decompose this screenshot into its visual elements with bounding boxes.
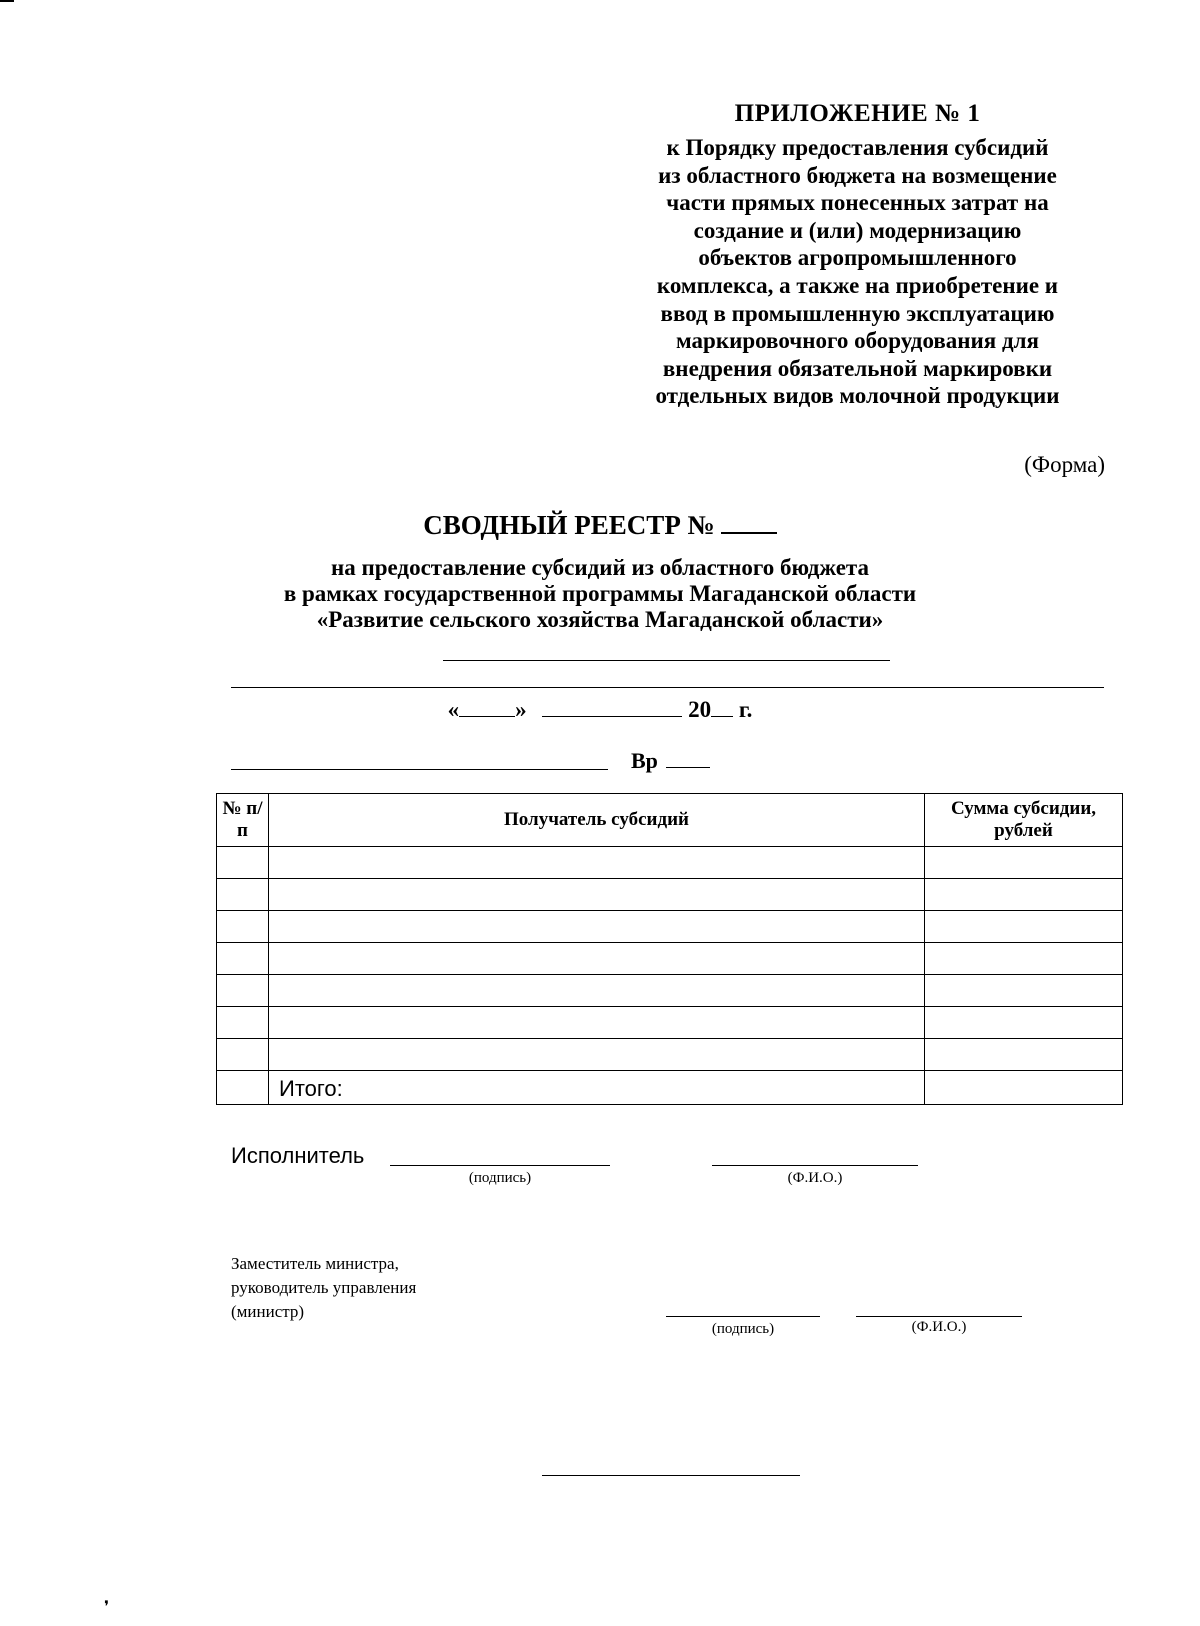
appendix-line: ввод в промышленную эксплуатацию xyxy=(660,300,1055,326)
cell-amount[interactable] xyxy=(925,1007,1123,1039)
appendix-line: к Порядку предоставления субсидий xyxy=(666,135,1049,160)
deputy-signature-caption: (подпись) xyxy=(711,1321,775,1337)
cell-amount[interactable] xyxy=(925,1039,1123,1071)
appendix-line: маркировочного оборудования для xyxy=(676,328,1039,354)
date-month-blank[interactable] xyxy=(542,696,682,717)
deputy-line: руководитель управления xyxy=(231,1278,417,1297)
total-label: Итого: xyxy=(269,1071,925,1105)
cell-recipient[interactable] xyxy=(269,943,925,975)
subtitle-line: на предоставление субсидий из областного бюджета xyxy=(330,555,870,580)
blank-line-left[interactable] xyxy=(231,769,608,770)
cell-amount[interactable] xyxy=(925,975,1123,1007)
appendix-line: части прямых понесенных затрат на xyxy=(666,190,1049,216)
deputy-line: (министр) xyxy=(231,1302,305,1321)
table-row xyxy=(217,943,1123,975)
appendix-line: отдельных видов молочной продукции xyxy=(655,383,1060,409)
cell-number[interactable] xyxy=(217,879,269,911)
vr-field xyxy=(631,748,710,774)
blank-line-short[interactable] xyxy=(443,660,890,661)
executor-signature-line[interactable] xyxy=(390,1165,610,1166)
table-row xyxy=(217,847,1123,879)
appendix-line: создание и (или) модернизацию xyxy=(693,217,1022,243)
cell-recipient[interactable] xyxy=(269,879,925,911)
cell-number[interactable] xyxy=(217,847,269,879)
appendix-header xyxy=(610,100,1105,410)
header-recipient: Получатель субсидий xyxy=(269,794,925,847)
total-amount-cell[interactable] xyxy=(925,1071,1123,1105)
scan-corner-mark xyxy=(0,0,14,2)
executor-label: Исполнитель xyxy=(231,1143,365,1168)
table-total-row xyxy=(217,1071,1123,1105)
vr-label: Вр xyxy=(631,748,658,773)
date-open-quote: « xyxy=(447,697,460,722)
table-row xyxy=(217,975,1123,1007)
blank-line-long[interactable] xyxy=(231,687,1104,688)
cell-amount[interactable] xyxy=(925,879,1123,911)
executor-name-line[interactable] xyxy=(712,1165,918,1166)
cell-number[interactable] xyxy=(217,1039,269,1071)
register-number-blank[interactable] xyxy=(721,510,777,534)
cell-number[interactable] xyxy=(217,1007,269,1039)
appendix-line: из областного бюджета на возмещение xyxy=(658,162,1057,188)
deputy-label xyxy=(231,1252,416,1324)
deputy-name-caption: (Ф.И.О.) xyxy=(911,1319,967,1335)
appendix-line: объектов агропромышленного xyxy=(698,245,1017,271)
deputy-line: Заместитель министра, xyxy=(231,1254,399,1273)
cell-number[interactable] xyxy=(217,943,269,975)
deputy-signature-line[interactable] xyxy=(666,1316,820,1317)
form-label: (Форма) xyxy=(1024,452,1105,477)
table-row xyxy=(217,1039,1123,1071)
executor-name-caption: (Ф.И.О.) xyxy=(787,1170,843,1186)
executor-signature-caption: (подпись) xyxy=(468,1170,532,1186)
cell-recipient[interactable] xyxy=(269,1039,925,1071)
deputy-name-line[interactable] xyxy=(856,1316,1022,1317)
header-number: № п/п xyxy=(217,794,269,847)
register-title xyxy=(0,510,1200,541)
cell-number[interactable] xyxy=(217,911,269,943)
date-line xyxy=(0,696,1200,723)
table-row xyxy=(217,1007,1123,1039)
register-title-text: СВОДНЫЙ РЕЕСТР № xyxy=(423,510,715,540)
date-year-prefix: 20 xyxy=(688,697,712,722)
appendix-line: внедрения обязательной маркировки xyxy=(662,355,1053,381)
cell-amount[interactable] xyxy=(925,943,1123,975)
vr-blank[interactable] xyxy=(666,749,710,768)
cell-recipient[interactable] xyxy=(269,975,925,1007)
cell-amount[interactable] xyxy=(925,911,1123,943)
subtitle-line: в рамках государственной программы Магаданской области xyxy=(283,581,917,606)
cell-amount[interactable] xyxy=(925,847,1123,879)
appendix-title: ПРИЛОЖЕНИЕ № 1 xyxy=(734,100,981,127)
register-table xyxy=(216,793,1123,1105)
date-year-suffix: г. xyxy=(738,697,753,722)
cell-recipient[interactable] xyxy=(269,911,925,943)
header-amount: Сумма субсидии, рублей xyxy=(925,794,1123,847)
date-close-quote: » xyxy=(515,697,527,722)
page-footer-mark: ❜ xyxy=(104,1599,110,1616)
register-subtitle xyxy=(0,555,1200,633)
cell-number[interactable] xyxy=(217,1071,269,1105)
cell-recipient[interactable] xyxy=(269,1007,925,1039)
cell-recipient[interactable] xyxy=(269,847,925,879)
subtitle-line: «Развитие сельского хозяйства Магаданской области» xyxy=(316,607,884,632)
date-day-blank[interactable] xyxy=(459,696,515,717)
closing-line xyxy=(542,1475,800,1476)
appendix-line: комплекса, а также на приобретение и xyxy=(656,272,1059,298)
date-year-blank[interactable] xyxy=(711,696,733,717)
table-row xyxy=(217,879,1123,911)
table-header-row xyxy=(217,794,1123,847)
cell-number[interactable] xyxy=(217,975,269,1007)
table-row xyxy=(217,911,1123,943)
